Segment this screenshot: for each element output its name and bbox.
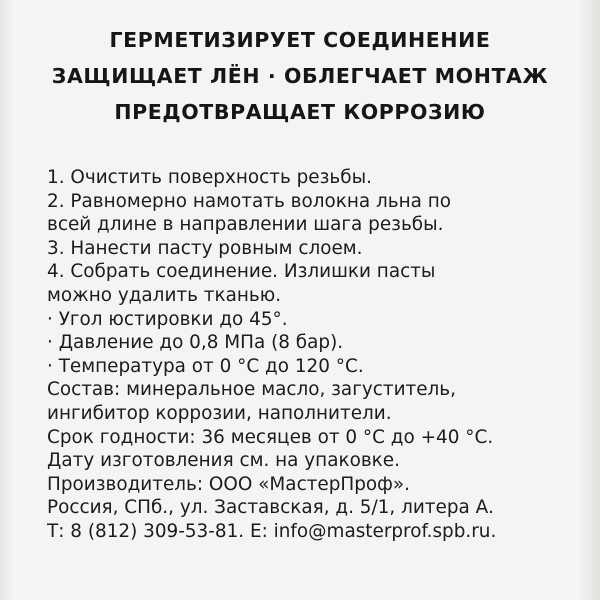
manufacturer-contacts: Т: 8 (812) 309-53-81. E: info@masterprof.spb.ru.: [47, 520, 497, 542]
instruction-step-2-cont: всей длине в направлении шага резьбы.: [47, 214, 444, 236]
instruction-step-4-cont: можно удалить тканью.: [47, 284, 282, 306]
spec-temperature: · Температура от 0 °С до 120 °С.: [47, 355, 364, 377]
instruction-step-3: 3. Нанести пасту ровным слоем.: [47, 237, 363, 259]
label-instructions: [47, 166, 567, 544]
right-edge-shading: [578, 0, 600, 600]
manufacturer-address: Россия, СПб., ул. Заставская, д. 5/1, литера А.: [47, 497, 495, 519]
instruction-step-4: 4. Собрать соединение. Излишки пасты: [47, 261, 436, 283]
instruction-step-2: 2. Равномерно намотать волокна льна по: [47, 190, 452, 212]
header-line-2: ЗАЩИЩАЕТ ЛЁН · ОБЛЕГЧАЕТ МОНТАЖ: [51, 64, 549, 88]
manufacture-date-note: Дату изготовления см. на упаковке.: [47, 450, 400, 472]
shelf-life: Срок годности: 36 месяцев от 0 °С до +40 °С.: [47, 426, 494, 448]
header-line-3: ПРЕДОТВРАЩАЕТ КОРРОЗИЮ: [114, 100, 486, 124]
header-line-1: ГЕРМЕТИЗИРУЕТ СОЕДИНЕНИЕ: [109, 28, 491, 52]
instruction-step-1: 1. Очистить поверхность резьбы.: [47, 167, 372, 188]
manufacturer: Производитель: ООО «МастерПроф».: [47, 473, 410, 495]
composition-cont: ингибитор коррозии, наполнители.: [47, 402, 392, 424]
label-header: [0, 22, 600, 130]
composition: Состав: минеральное масло, загуститель,: [47, 379, 456, 401]
spec-angle: · Угол юстировки до 45°.: [47, 308, 288, 330]
spec-pressure: · Давление до 0,8 МПа (8 бар).: [47, 332, 344, 354]
